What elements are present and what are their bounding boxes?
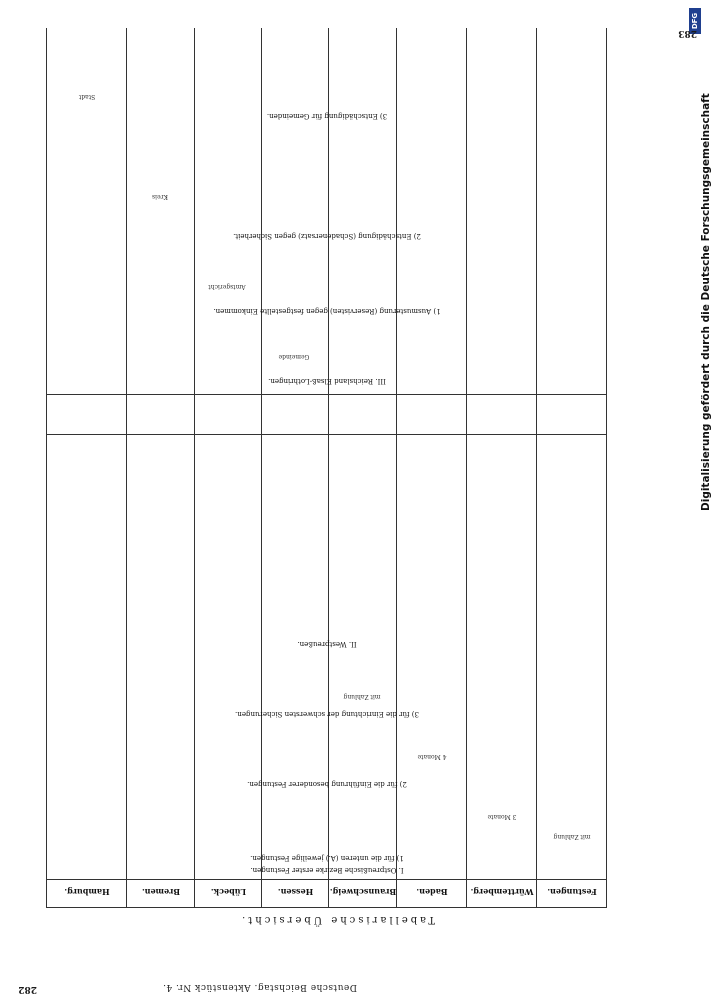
section-heading: 2) für die Einführung besonderer Festungen.: [247, 780, 407, 788]
column-rule: [126, 28, 127, 908]
table-cell: Stadt: [78, 93, 96, 100]
table-cell: mit Zahlung: [343, 693, 381, 700]
column-rule: [606, 28, 607, 908]
table-title: Tabellarische Übersicht.: [239, 914, 435, 925]
column-header: Hamburg.: [64, 887, 110, 897]
dfg-banner-text: Digitalisierung gefördert durch die Deutsche Forschungsgemeinschaft: [700, 93, 712, 511]
table-cell: mit Zahlung: [553, 833, 591, 840]
column-header: Baden.: [416, 887, 448, 897]
table-cell: Gemeinde: [278, 353, 310, 360]
column-header: Bremen.: [141, 887, 181, 897]
table-cell: Amtsgericht: [208, 283, 246, 290]
column-rule: [46, 28, 47, 908]
column-rule: [328, 28, 329, 908]
running-title-left: Deutsche Beichstag. Aktenstück Nr. 4.: [162, 982, 357, 992]
section-heading: 3) Entschädigung für Gemeinden.: [266, 112, 388, 120]
section-heading: III. Reichsland Elsaß-Lothringen.: [268, 377, 386, 385]
table-rule: [47, 434, 607, 435]
column-header: Württemberg.: [470, 887, 534, 897]
column-header: Lübeck.: [210, 887, 247, 897]
column-rule: [194, 28, 195, 908]
section-heading: I. Ostpreußische Bezirke erster Festungen.: [250, 866, 404, 874]
table-cell: 4 Monate: [417, 753, 447, 760]
section-heading: 2) Entschädigung (Schadenersatz) gegen Sicherheit.: [233, 232, 421, 240]
table-rule: [47, 394, 607, 395]
section-heading: 1) Ausmusterung (Reservisten) gegen festgestellte Einkommen.: [213, 307, 441, 315]
column-header: Festungen.: [547, 887, 597, 897]
section-heading: 1) für die unteren (A.) jeweilige Festungen.: [250, 854, 404, 862]
table-cell: 3 Monate: [487, 813, 517, 820]
page-number-left: 282: [18, 984, 37, 994]
column-rule: [396, 28, 397, 908]
column-rule: [536, 28, 537, 908]
column-rule: [466, 28, 467, 908]
table-rule: [47, 907, 607, 908]
section-heading: II. Westpreußen.: [297, 640, 357, 648]
column-header: Braunschweig.: [329, 887, 397, 897]
section-heading: 3) für die Einrichtung der schwersten Sicherungen.: [235, 710, 419, 718]
table-rule: [47, 879, 607, 880]
dfg-logo: DFG: [689, 8, 701, 34]
table-cell: Kreis: [152, 193, 168, 200]
column-header: Hessen.: [277, 887, 314, 897]
column-rule: [261, 28, 262, 908]
page-number-right: 283: [678, 28, 697, 38]
